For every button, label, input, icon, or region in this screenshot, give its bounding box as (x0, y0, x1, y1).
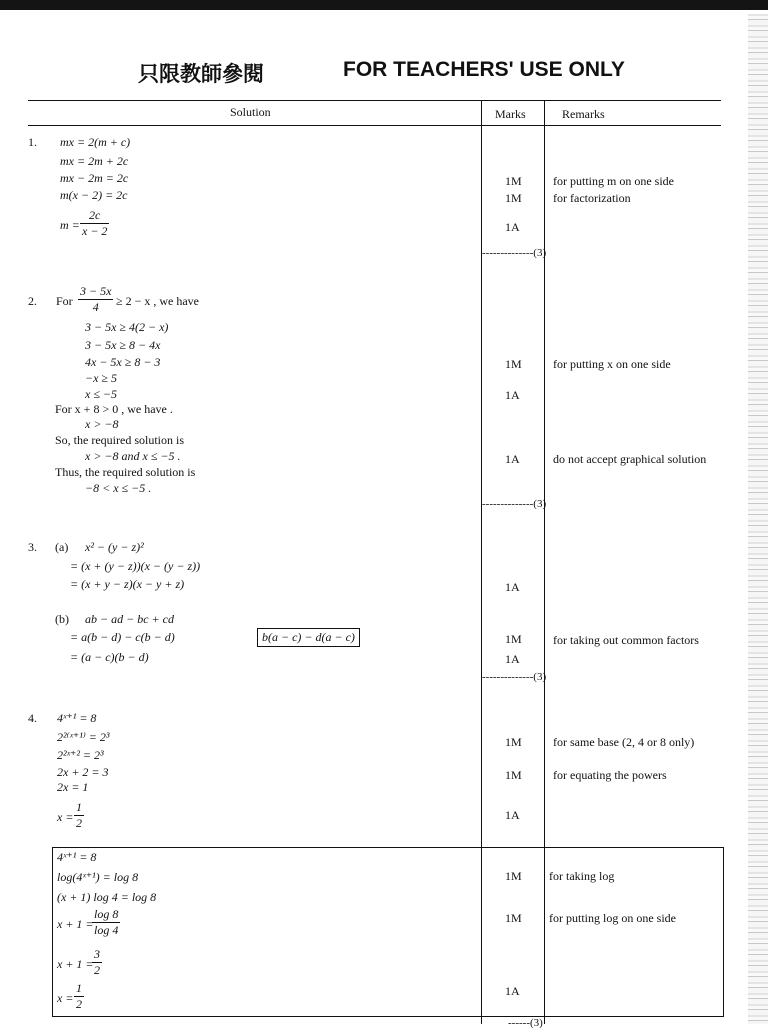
q4-alt-fraction-denominator: 2 (76, 997, 82, 1011)
q4-line: 2²⁽ˣ⁺¹⁾ = 2³ (57, 730, 110, 744)
q3-part-a-line: = (x + (y − z))(x − (y − z)) (70, 559, 201, 573)
q4-alt-fraction-prefix: x = (57, 991, 74, 1005)
q4-fraction-denominator: 2 (76, 816, 82, 830)
q4-number: 4. (28, 711, 37, 725)
q3-part-b-line: = (a − c)(b − d) (70, 650, 149, 664)
q4-alt-remark: for putting log on one side (549, 911, 676, 925)
q1-number: 1. (28, 135, 37, 149)
q3-part-a-line: x² − (y − z)² (85, 540, 144, 554)
q4-remark: for equating the powers (553, 768, 667, 782)
q3-alternative-boxed-expression: b(a − c) − d(a − c) (257, 628, 360, 647)
q2-mark: 1A (505, 388, 520, 402)
q2-so: So, the required solution is (55, 433, 184, 447)
q1-fraction (80, 208, 109, 239)
q1-mark: 1M (505, 174, 522, 188)
q3-remark: for taking out common factors (553, 633, 699, 647)
q2-inequality-tail: ≥ 2 − x , we have (116, 294, 199, 308)
table-header-rule (28, 125, 721, 126)
q1-line: mx − 2m = 2c (60, 171, 129, 185)
q2-fraction (78, 284, 113, 315)
q2-remark: for putting x on one side (553, 357, 671, 371)
q3-part-a-label: (a) (55, 540, 69, 554)
q4-alt-fraction-numerator: log 8 (94, 907, 119, 921)
q2-for-second: For x + 8 > 0 , we have . (55, 402, 173, 416)
q2-number: 2. (28, 294, 37, 308)
q2-greater-than: x > −8 (85, 417, 119, 431)
column-header-solution: Solution (230, 105, 271, 119)
q4-alt-remark: for taking log (549, 869, 615, 883)
q3-mark: 1A (505, 652, 520, 666)
q1-mark: 1M (505, 191, 522, 205)
q4-total-partial: ------(3) (508, 1017, 543, 1029)
q4-x-equals: x = (57, 810, 74, 824)
q4-alt-fraction (74, 981, 84, 1012)
q3-mark: 1M (505, 632, 522, 646)
q3-part-a-line: = (x + y − z)(x − y + z) (70, 577, 185, 591)
q4-mark: 1A (505, 808, 520, 822)
q3-part-b-line: = a(b − d) − c(b − d) (70, 630, 175, 644)
q4-alt-fraction (92, 907, 120, 938)
q4-alt-fraction-numerator: 3 (94, 947, 100, 961)
q2-mark: 1M (505, 357, 522, 371)
q1-fraction-numerator: 2c (89, 208, 101, 222)
q4-alt-line: log(4ˣ⁺¹) = log 8 (57, 870, 139, 884)
scan-top-border (0, 0, 768, 10)
q4-mark: 1M (505, 768, 522, 782)
q2-line: 3 − 5x ≥ 8 − 4x (85, 338, 161, 352)
q4-alt-fraction (92, 947, 102, 978)
q3-mark: 1A (505, 580, 520, 594)
q4-alt-fraction-prefix: x + 1 = (57, 957, 94, 971)
q2-mark: 1A (505, 452, 520, 466)
q4-alt-fraction-denominator: 2 (94, 963, 100, 977)
q1-m-equals: m = (60, 218, 80, 232)
q2-total: --------------(3) (482, 498, 547, 510)
q2-fraction-denominator: 4 (78, 299, 113, 315)
header-english: FOR TEACHERS' USE ONLY (343, 58, 625, 81)
q1-total: --------------(3) (482, 247, 547, 259)
q2-line: 3 − 5x ≥ 4(2 − x) (85, 320, 169, 334)
q2-for: For (56, 294, 73, 308)
q2-line: x ≤ −5 (85, 387, 118, 401)
q3-total: --------------(3) (482, 671, 547, 683)
q4-remark: for same base (2, 4 or 8 only) (553, 735, 695, 749)
q4-alt-line: 4ˣ⁺¹ = 8 (57, 850, 97, 864)
q2-line: 4x − 5x ≥ 8 − 3 (85, 355, 161, 369)
q2-fraction-numerator: 3 − 5x (80, 284, 112, 298)
q4-alt-fraction-prefix: x + 1 = (57, 917, 94, 931)
q3-part-b-label: (b) (55, 612, 69, 626)
q4-fraction-numerator: 1 (76, 800, 82, 814)
q2-thus: Thus, the required solution is (55, 465, 196, 479)
q1-line: m(x − 2) = 2c (60, 188, 128, 202)
column-header-marks: Marks (495, 107, 526, 121)
q4-line: 2x + 2 = 3 (57, 765, 109, 779)
q4-alt-fraction-denominator: log 4 (94, 923, 119, 937)
q1-fraction-denominator: x − 2 (82, 224, 108, 238)
q4-alt-fraction-numerator: 1 (76, 981, 82, 995)
q1-line: mx = 2(m + c) (60, 135, 131, 149)
header-chinese: 只限教師參閱 (138, 63, 264, 86)
q2-remark: do not accept graphical solution (553, 452, 707, 466)
q4-mark: 1M (505, 735, 522, 749)
q1-mark: 1A (505, 220, 520, 234)
q1-remark: for putting m on one side (553, 174, 674, 188)
q1-remark: for factorization (553, 191, 631, 205)
q4-fraction (74, 800, 84, 831)
table-top-rule (28, 100, 721, 101)
q4-alt-mark: 1M (505, 869, 522, 883)
q4-alt-line: (x + 1) log 4 = log 8 (57, 890, 157, 904)
q3-number: 3. (28, 540, 37, 554)
q1-line: mx = 2m + 2c (60, 154, 129, 168)
q4-alt-mark: 1A (505, 984, 520, 998)
q4-line: 4ˣ⁺¹ = 8 (57, 711, 97, 725)
q4-alternative-solution-box (52, 847, 724, 1017)
scan-right-edge (748, 14, 768, 1024)
q2-final-answer: −8 < x ≤ −5 . (85, 481, 152, 495)
q4-line: 2x = 1 (57, 780, 89, 794)
column-header-remarks: Remarks (562, 107, 605, 121)
q4-alt-mark: 1M (505, 911, 522, 925)
q4-line: 2²ˣ⁺² = 2³ (57, 748, 104, 762)
q2-and-line: x > −8 and x ≤ −5 . (85, 449, 181, 463)
q2-line: −x ≥ 5 (85, 371, 118, 385)
q3-part-b-line: ab − ad − bc + cd (85, 612, 174, 626)
